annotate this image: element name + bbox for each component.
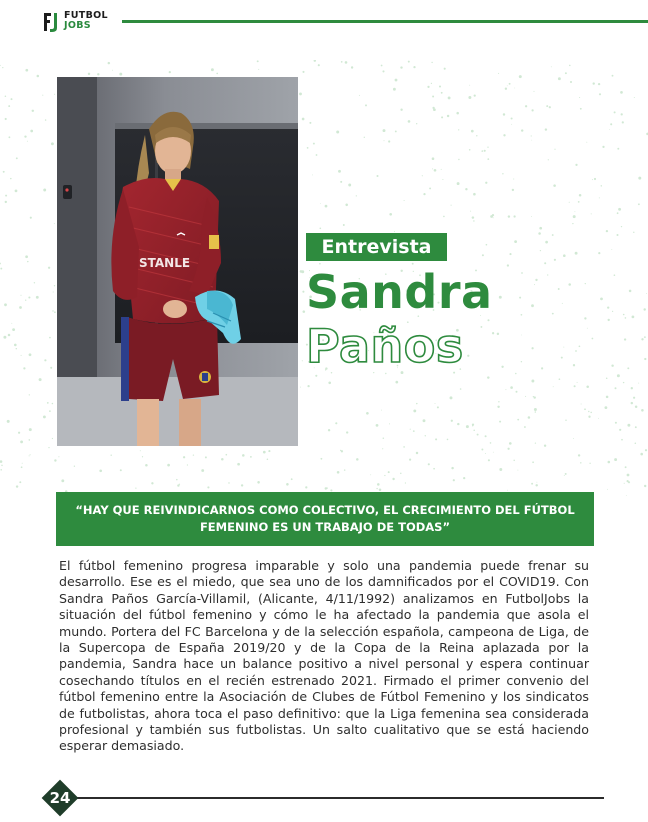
page-number: 24 (49, 789, 71, 807)
pull-quote (56, 492, 594, 546)
svg-text:STANLE: STANLE (139, 256, 191, 270)
article-intro-paragraph: El fútbol femenino progresa imparable y solo una pandemia puede frenar su desarrollo. Ese es el miedo, que sea uno de los damnificados por el COVID19. Con Sandra Paños García-Villamil, (Alicante, 4/11/1992) analizamos en FutbolJobs la situación del fútbol femenino y cómo le ha afectado la pandemia que asola el mundo. Portera del FC Barcelona y de la selección española, campeona de Liga, de la Supercopa de España 2019/20 y de la Copa de la Reina aplazada por la pandemia, Sandra hace un balance positivo a nivel personal y espera continuar cosechando títulos en el recién estrenado 2021. Firmado el primer convenio del fútbol femenino entre la Asociación de Clubes de Fútbol Femenino y los sindicatos de futbolistas, ahora toca el paso definitivo: que la Liga femenina sea considerada profesional y también sus futbolistas. Un salto cualitativo que se está haciendo esperar demasiado. (59, 558, 589, 754)
page-number-badge (42, 780, 78, 816)
logo-text-jobs: JOBS (64, 20, 91, 31)
interviewee-first-name: Sandra (306, 265, 493, 319)
section-badge-label: Entrevista (321, 236, 432, 258)
interviewee-last-name: Paños (306, 319, 464, 373)
header-rule (122, 20, 648, 23)
fj-logo-icon (42, 11, 60, 33)
footer-rule (72, 797, 604, 799)
futboljobs-logo[interactable] (42, 9, 112, 39)
section-badge (306, 233, 447, 261)
player-photo (57, 77, 298, 446)
logo-text-futbol: FUTBOL (64, 10, 108, 21)
pull-quote-text: “HAY QUE REIVINDICARNOS COMO COLECTIVO, EL CRECIMIENTO DEL FÚTBOL FEMENINO ES UN TRABAJO DE TODAS” (75, 503, 575, 534)
